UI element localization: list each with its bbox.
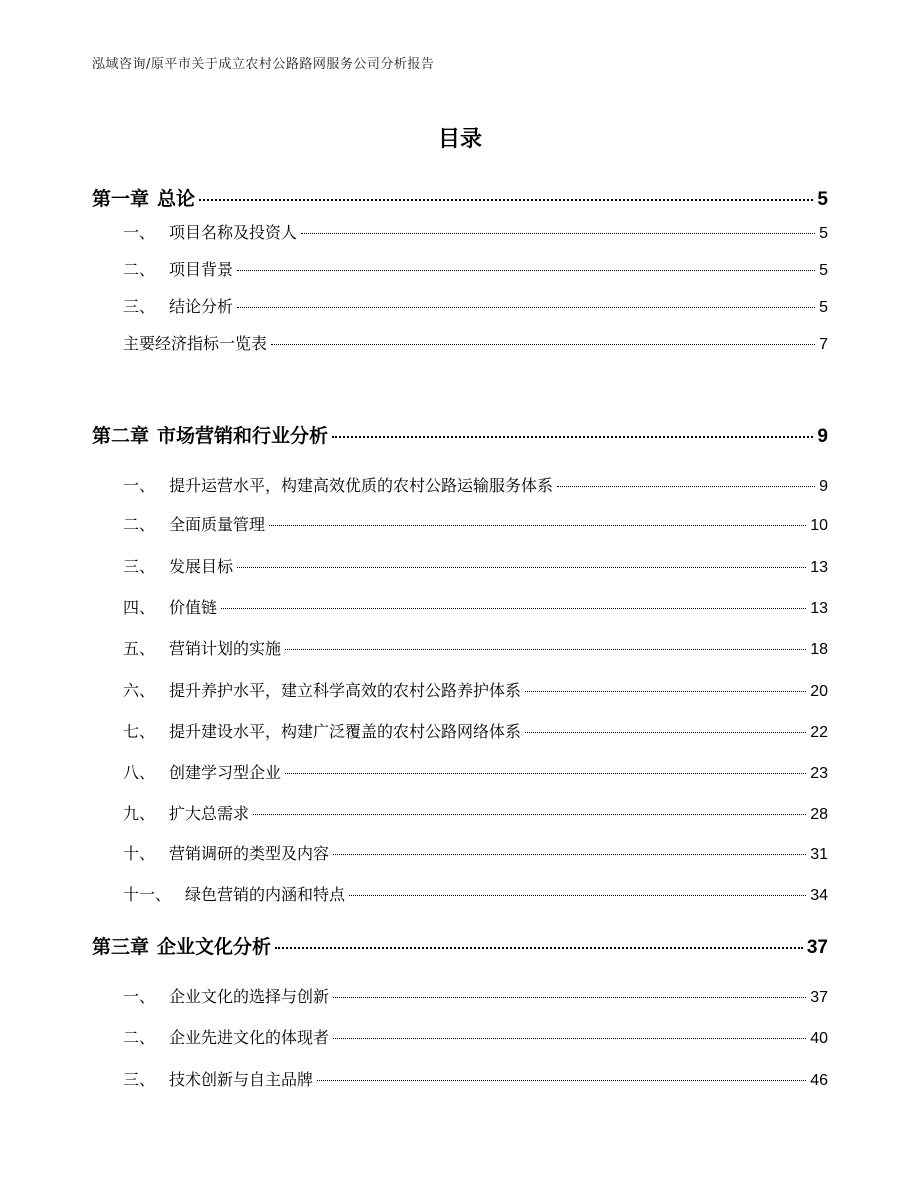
dot-leader [271,344,815,345]
toc-entry-text: 总论 [157,188,196,210]
toc-page-number: 5 [819,262,828,279]
toc-page-number: 13 [810,600,828,617]
toc-entry-label [123,473,555,496]
dot-leader [237,307,815,308]
toc-entry-text: 结论分析 [169,297,234,316]
toc-entry-label [123,294,235,317]
toc-entry-label [92,421,330,448]
toc-entry-number: 二、 [123,260,156,279]
toc-section-entry[interactable] [92,294,828,317]
toc-entry-label [123,1025,331,1048]
toc-entry-text: 主要经济指标一览表 [123,334,268,353]
toc-section-entry[interactable] [92,801,828,824]
dot-leader [333,1038,806,1039]
toc-entry-text: 技术创新与自主品牌 [169,1070,314,1089]
toc-section-entry[interactable] [92,678,828,701]
toc-entry-text: 提升运营水平，构建高效优质的农村公路运输服务体系 [169,476,554,495]
toc-entry-number: 十一、 [123,885,172,904]
toc-entry-number: 九、 [123,804,156,823]
toc-page-number: 13 [810,559,828,576]
dot-leader [557,486,815,487]
toc-section-entry[interactable] [92,882,828,905]
toc-entry-number: 五、 [123,639,156,658]
toc-section-entry[interactable] [92,220,828,243]
toc-entry-number: 一、 [123,476,156,495]
toc-entry-text: 市场营销和行业分析 [157,425,329,447]
toc-entry-label [123,678,523,701]
toc-entry-label [123,636,283,659]
toc-page-number: 23 [810,765,828,782]
dot-leader [237,270,815,271]
toc-entry-number: 七、 [123,722,156,741]
toc-entry-text: 全面质量管理 [169,515,266,534]
toc-entry-number: 八、 [123,763,156,782]
dot-leader [199,199,813,201]
toc-entry-number: 一、 [123,987,156,1006]
toc-entry-label [123,882,347,905]
toc-entry-text: 创建学习型企业 [169,763,282,782]
toc-page-number: 31 [810,846,828,863]
toc-entry-label [92,932,273,959]
toc-entry-number: 十、 [123,844,156,863]
toc-entry-text: 提升建设水平，构建广泛覆盖的农村公路网络体系 [169,722,522,741]
toc-chapter-entry[interactable] [92,184,828,211]
running-header: 泓域咨询/原平市关于成立农村公路路网服务公司分析报告 [92,57,435,72]
toc-entry-number: 六、 [123,681,156,700]
toc-page-number: 5 [817,189,828,210]
toc-entry-text: 发展目标 [169,557,234,576]
toc-entry-label [123,595,219,618]
toc-entry-label [123,760,283,783]
toc-entry-text: 营销调研的类型及内容 [169,844,330,863]
toc-entry-number: 四、 [123,598,156,617]
toc-page-number: 5 [819,299,828,316]
toc-entry-label [123,331,269,354]
toc-entry-label [123,1067,315,1090]
toc-section-entry[interactable] [92,512,828,535]
toc-page-number: 9 [817,426,828,447]
toc-page-number: 40 [810,1030,828,1047]
toc-section-entry[interactable] [92,595,828,618]
dot-leader [269,525,806,526]
dot-leader [333,854,806,855]
toc-section-entry[interactable] [92,473,828,496]
toc-page-number: 37 [810,989,828,1006]
toc-entry-number: 二、 [123,1028,156,1047]
toc-page-number: 5 [819,225,828,242]
toc-entry-number: 第二章 [92,425,150,447]
toc-section-entry[interactable] [92,841,828,864]
toc-page-number: 9 [819,478,828,495]
toc-section-entry[interactable] [92,1025,828,1048]
dot-leader [285,649,806,650]
toc-entry-label [123,801,251,824]
toc-page-number: 10 [810,517,828,534]
toc-page-number: 37 [806,937,828,958]
toc-entry-text: 企业文化的选择与创新 [169,987,330,1006]
dot-leader [349,895,806,896]
dot-leader [221,608,806,609]
toc-entry-label [123,841,331,864]
toc-entry-text: 企业先进文化的体现者 [169,1028,330,1047]
toc-entry-label [123,512,267,535]
dot-leader [317,1080,806,1081]
toc-page-number: 46 [810,1072,828,1089]
toc-section-entry[interactable] [92,257,828,280]
toc-page-number: 22 [810,724,828,741]
toc-entry-number: 第三章 [92,936,150,958]
page-title: 目录 [437,127,482,152]
toc-entry-label [123,719,523,742]
toc-entry-text: 扩大总需求 [169,804,250,823]
toc-entry-label [123,554,235,577]
toc-entry-number: 二、 [123,515,156,534]
toc-entry-label [92,184,197,211]
dot-leader [285,773,806,774]
toc-entry-label [123,984,331,1007]
toc-entry-text: 项目名称及投资人 [169,223,298,242]
toc-section-entry[interactable] [92,984,828,1007]
toc-page-number: 34 [810,887,828,904]
dot-leader [333,997,806,998]
dot-leader [332,436,813,438]
toc-page-number: 20 [810,683,828,700]
toc-entry-number: 三、 [123,557,156,576]
dot-leader [237,567,806,568]
dot-leader [525,691,806,692]
toc-page-number: 18 [810,641,828,658]
toc-entry-text: 绿色营销的内涵和特点 [185,885,346,904]
dot-leader [253,814,806,815]
toc-chapter-entry[interactable] [92,932,828,959]
toc-entry-number: 三、 [123,297,156,316]
toc-entry-text: 价值链 [169,598,218,617]
dot-leader [525,732,806,733]
toc-entry-number: 三、 [123,1070,156,1089]
dot-leader [275,947,803,949]
toc-entry-text: 营销计划的实施 [169,639,282,658]
toc-page-number: 7 [819,336,828,353]
toc-section-entry[interactable] [92,719,828,742]
toc-entry-label [123,257,235,280]
toc-chapter-entry[interactable] [92,421,828,448]
toc-entry-number: 一、 [123,223,156,242]
toc-entry-label [123,220,299,243]
toc-section-entry[interactable] [92,760,828,783]
toc-entry-text: 企业文化分析 [157,936,272,958]
toc-section-entry[interactable] [92,554,828,577]
toc-section-entry[interactable] [92,1067,828,1090]
toc-entry-number: 第一章 [92,188,150,210]
toc-entry-text: 提升养护水平，建立科学高效的农村公路养护体系 [169,681,522,700]
toc-section-entry[interactable] [92,331,828,354]
toc-section-entry[interactable] [92,636,828,659]
toc-page-number: 28 [810,806,828,823]
toc-entry-text: 项目背景 [169,260,234,279]
dot-leader [301,233,815,234]
